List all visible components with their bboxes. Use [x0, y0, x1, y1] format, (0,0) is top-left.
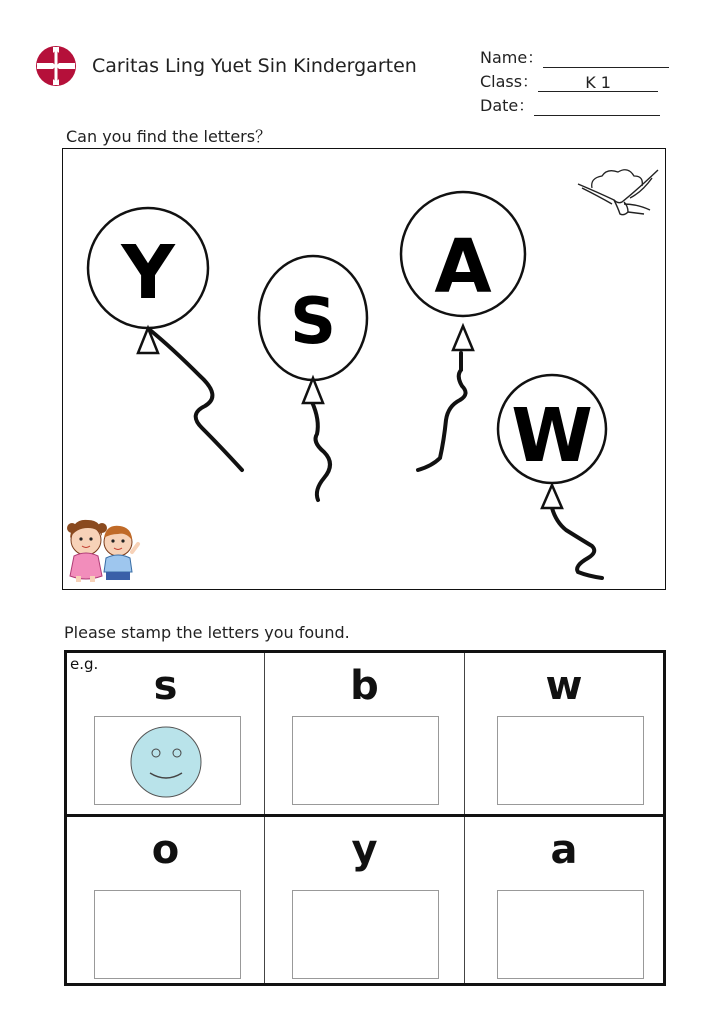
stamp-box[interactable]	[94, 716, 241, 805]
bird-icon	[578, 170, 658, 215]
stamp-instruction: Please stamp the letters you found.	[64, 623, 350, 642]
stamp-cell	[67, 817, 264, 983]
class-field	[480, 69, 658, 92]
balloon-letter[interactable]: S	[289, 285, 337, 359]
date-line[interactable]	[534, 99, 660, 116]
name-line[interactable]	[543, 51, 669, 68]
stamp-cell	[265, 817, 464, 983]
school-name: Caritas Ling Yuet Sin Kindergarten	[92, 55, 417, 77]
class-label: Class：	[480, 72, 539, 91]
cell-letter: y	[351, 827, 378, 873]
question-text: Can you find the letters？	[66, 127, 272, 146]
balloon	[259, 256, 367, 500]
name-field	[480, 45, 669, 68]
cell-letter: s	[153, 663, 178, 709]
stamp-box[interactable]	[497, 716, 644, 805]
smiley-stamp-icon	[95, 717, 240, 804]
class-line[interactable]	[538, 75, 658, 92]
stamp-box[interactable]	[497, 890, 644, 979]
balloon-scene	[62, 148, 666, 590]
caritas-cross-icon	[34, 44, 78, 88]
cell-letter: b	[350, 663, 379, 709]
balloon-letter[interactable]: A	[434, 224, 492, 310]
cloud-icon	[592, 170, 643, 188]
cell-letter: o	[151, 827, 180, 873]
balloon	[498, 375, 606, 578]
children-icon	[67, 520, 138, 582]
balloon-letter[interactable]: W	[511, 393, 593, 479]
name-label: Name：	[480, 48, 544, 67]
stamp-grid	[64, 650, 666, 986]
stamp-box[interactable]	[292, 716, 439, 805]
cell-letter: a	[550, 827, 578, 873]
stamp-box[interactable]	[292, 890, 439, 979]
date-field	[480, 93, 660, 116]
cell-letter: w	[545, 663, 583, 709]
stamp-cell	[465, 817, 663, 983]
stamp-box[interactable]	[94, 890, 241, 979]
balloon-letter[interactable]: Y	[121, 230, 175, 316]
example-label: e.g.	[70, 655, 99, 673]
stamp-cell	[67, 653, 264, 814]
balloon	[88, 208, 242, 470]
date-label: Date：	[480, 96, 535, 115]
stamp-cell	[465, 653, 663, 814]
class-value: K 1	[585, 73, 611, 92]
stamp-cell	[265, 653, 464, 814]
